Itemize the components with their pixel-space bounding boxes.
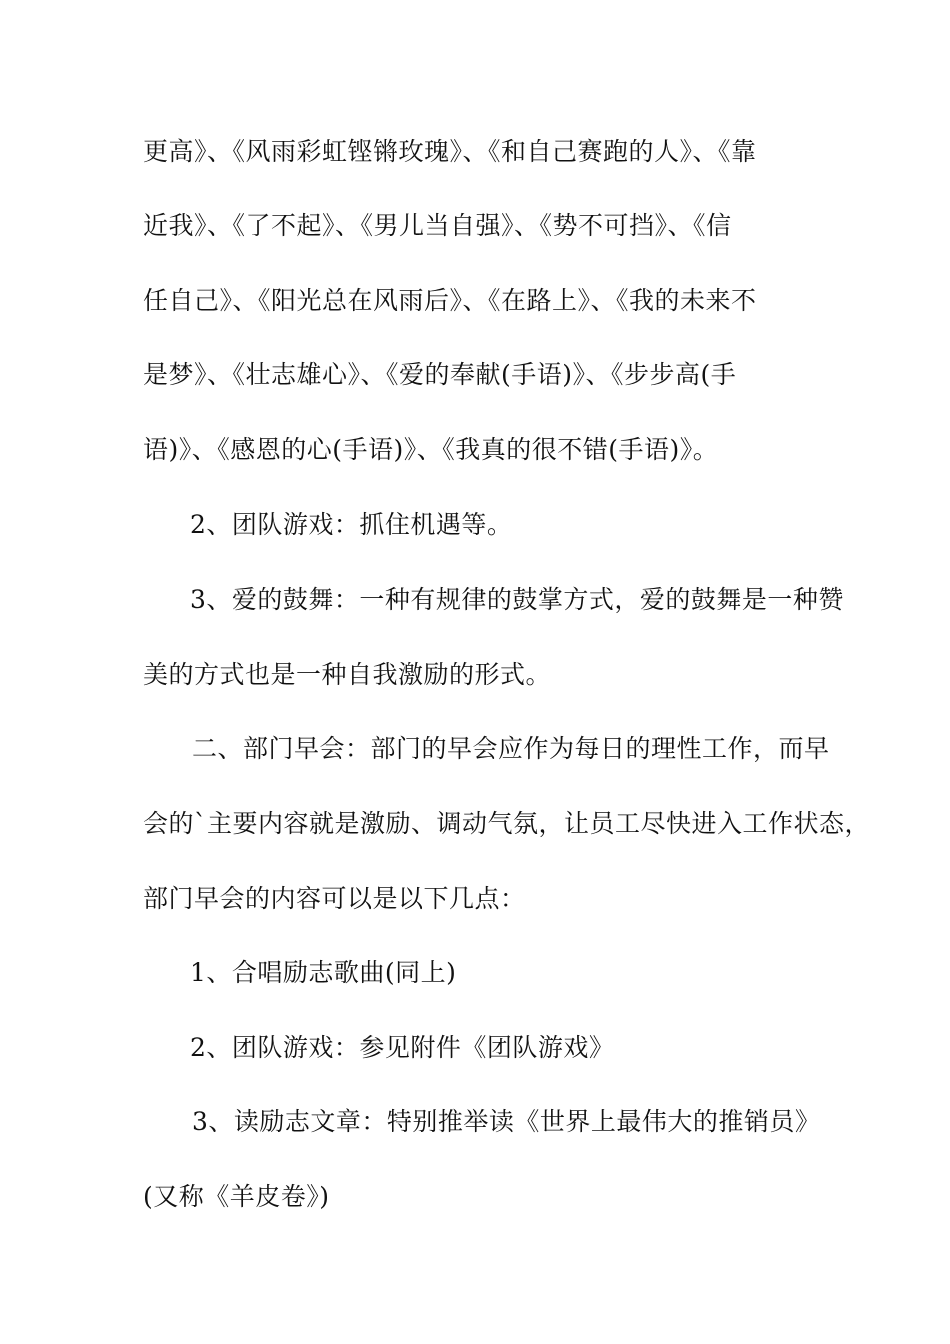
text-line: 更高》、《风雨彩虹铿锵玫瑰》、《和自己赛跑的人》、《靠: [143, 137, 757, 166]
text-line: 美的方式也是一种自我激励的形式。: [143, 660, 552, 689]
text-line: 任自己》、《阳光总在风雨后》、《在路上》、《我的未来不: [143, 286, 757, 315]
text-line: 近我》、《了不起》、《男儿当自强》、《势不可挡》、《信: [143, 211, 732, 240]
list-item: 3、读励志文章：特别推举读《世界上最伟大的推销员》: [192, 1107, 821, 1136]
text-line: 语)》、《感恩的心(手语)》、《我真的很不错(手语)》。: [143, 435, 719, 464]
list-item: 1、合唱励志歌曲(同上): [190, 958, 457, 987]
list-item: 3、爱的鼓舞：一种有规律的鼓掌方式，爱的鼓舞是一种赞: [190, 585, 844, 614]
text-line: (又称《羊皮卷》): [143, 1182, 330, 1211]
section-heading-line: 二、部门早会：部门的早会应作为每日的理性工作，而早: [192, 734, 830, 763]
text-line: 是梦》、《壮志雄心》、《爱的奉献(手语)》、《步步高(手: [143, 360, 737, 389]
text-line: 会的`主要内容就是激励、调动气氛，让员工尽快进入工作状态，: [143, 809, 871, 838]
text-line: 部门早会的内容可以是以下几点：: [143, 884, 526, 913]
list-item: 2、团队游戏：抓住机遇等。: [190, 510, 513, 539]
list-item: 2、团队游戏：参见附件《团队游戏》: [190, 1033, 615, 1062]
